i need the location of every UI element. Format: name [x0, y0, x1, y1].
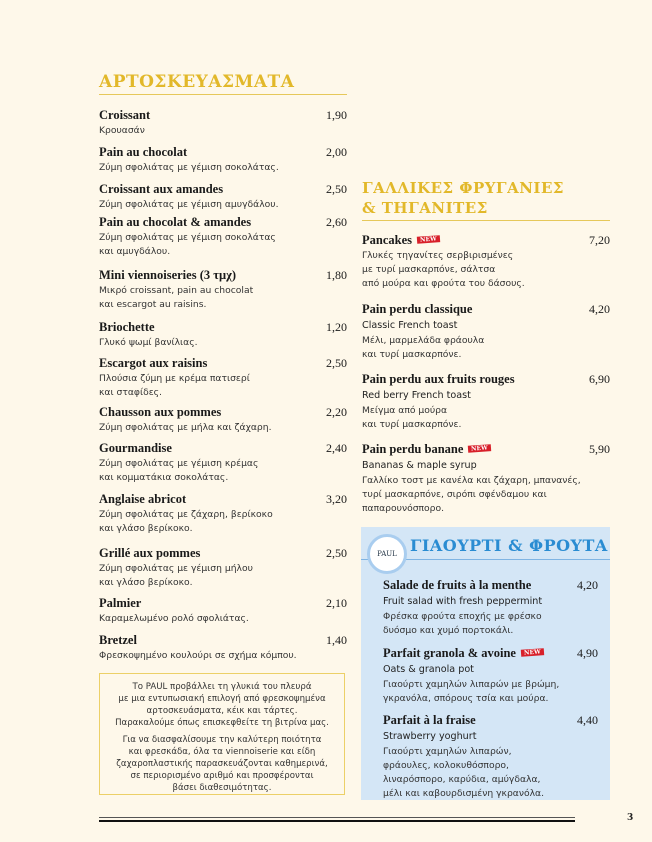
item-english-name: Classic French toast — [362, 320, 458, 331]
item-description: Ζύμη σφολιάτας με γέμιση σοκολάτας και αμυγδάλου. — [99, 232, 276, 257]
menu-item — [99, 629, 347, 663]
item-name: Pain au chocolat & amandes — [99, 215, 252, 229]
section-title-pastries: ΑΡΤΟΣΚΕΥΑΣΜΑΤΑ — [99, 72, 295, 92]
new-badge: NEW — [521, 648, 544, 657]
item-english-name: Strawberry yoghurt — [383, 731, 477, 742]
item-price: 2,60 — [326, 215, 347, 229]
item-price: 2,20 — [326, 405, 347, 419]
menu-item — [99, 316, 347, 350]
item-price: 5,90 — [589, 442, 610, 456]
item-name: Palmier — [99, 596, 142, 610]
item-description: Ζύμη σφολιάτας με ζάχαρη, βερίκοκο και γλάσο βερίκοκο. — [99, 509, 273, 534]
item-price: 4,20 — [577, 578, 598, 592]
item-price: 6,90 — [589, 372, 610, 386]
item-description: Ζύμη σφολιάτας με γέμιση αμυγδάλου. — [99, 199, 279, 210]
menu-item — [99, 437, 347, 485]
item-name: Pain perdu aux fruits rouges — [362, 372, 515, 386]
menu-item — [99, 592, 347, 626]
new-badge: NEW — [417, 235, 440, 244]
item-name: Pain perdu classique — [362, 302, 473, 316]
item-description: Μείγμα από μούρα και τυρί μασκαρπόνε. — [362, 405, 462, 430]
section-title-yoghurt: ΓΙΑΟΥΡΤΙ & ΦΡΟΥΤΑ — [410, 536, 608, 555]
item-price: 4,90 — [577, 646, 598, 660]
menu-item — [362, 298, 610, 362]
menu-item — [99, 178, 347, 212]
menu-item — [362, 368, 610, 432]
item-price: 7,20 — [589, 233, 610, 247]
item-description: Πλούσια ζύμη με κρέμα πατισερί και σταφίδες. — [99, 373, 250, 398]
item-description: Φρέσκα φρούτα εποχής με φρέσκο δυόσμο και χυμό πορτοκάλι. — [383, 611, 542, 636]
item-description: Φρεσκοψημένο κουλούρι σε σχήμα κόμπου. — [99, 650, 297, 661]
item-description: Μέλι, μαρμελάδα φράουλα και τυρί μασκαρπόνε. — [362, 335, 485, 360]
section-title-line-2: & ΤΗΓΑΝΙΤΕΣ — [362, 199, 488, 217]
item-name: Croissant aux amandes — [99, 182, 224, 196]
item-name: Pancakes — [362, 233, 412, 247]
menu-item — [383, 709, 598, 801]
item-name: Grillé aux pommes — [99, 546, 201, 560]
item-description: Γιαούρτι χαμηλών λιπαρών, φράουλες, κολοκυθόσπορο, λιναρόσπορο, καρύδια, αμύγδαλα, μέλι και καβουρδισμένη γκρανόλα. — [383, 746, 545, 799]
item-description: Μικρό croissant, pain au chocolat και escargot au raisins. — [99, 285, 254, 310]
menu-item — [99, 264, 347, 312]
item-name: Anglaise abricot — [99, 492, 187, 506]
menu-item — [99, 211, 347, 259]
menu-item — [99, 542, 347, 590]
item-name: Gourmandise — [99, 441, 172, 455]
item-price: 1,90 — [326, 108, 347, 122]
item-price: 3,20 — [326, 492, 347, 506]
item-description: Ζύμη σφολιάτας με γέμιση σοκολάτας. — [99, 162, 279, 173]
item-name: Mini viennoiseries (3 τμχ) — [99, 268, 237, 282]
item-price: 1,40 — [326, 633, 347, 647]
menu-item — [383, 642, 598, 706]
item-description: Γλυκές τηγανίτες σερβιρισμένες με τυρί μασκαρπόνε, σάλτσα από μούρα και φρούτα του δάσους. — [362, 250, 525, 289]
item-description: Ζύμη σφολιάτας με γέμιση μήλου και γλάσο βερίκοκο. — [99, 563, 253, 588]
item-description: Καραμελωμένο ρολό σφολιάτας. — [99, 613, 249, 624]
info-text-1: Το PAUL προβάλλει τη γλυκιά του πλευρά με μια εντυπωσιακή επιλογή από φρεσκοψημένα αρτοσκευάσματα, κέικ και τάρτες. Παρακαλούμε όπως επισκεφθείτε τη βιτρίνα μας. — [115, 682, 329, 728]
item-description: Γλυκό ψωμί βανίλιας. — [99, 337, 198, 348]
item-name: Pain au chocolat — [99, 145, 188, 159]
item-description: Γαλλίκο τοστ με κανέλα και ζάχαρη, μπανανές, τυρί μασκαρπόνε, σιρόπι σφένδαμου και παπαρουνόσπορο. — [362, 475, 581, 514]
item-name: Parfait à la fraise — [383, 713, 476, 727]
page-number: 3 — [627, 813, 634, 823]
info-box — [99, 673, 345, 795]
item-price: 2,00 — [326, 145, 347, 159]
footer-rule — [99, 817, 575, 822]
item-name: Bretzel — [99, 633, 137, 647]
menu-item — [99, 104, 347, 138]
menu-item — [99, 352, 347, 400]
item-description: Κρουασάν — [99, 125, 145, 136]
item-english-name: Bananas & maple syrup — [362, 460, 477, 471]
menu-item — [99, 141, 347, 175]
logo-text: PAUL — [377, 550, 397, 558]
item-english-name: Red berry French toast — [362, 390, 471, 401]
item-description: Ζύμη σφολιάτας με μήλα και ζάχαρη. — [99, 422, 272, 433]
paul-logo — [367, 534, 407, 574]
divider — [362, 220, 610, 221]
item-price: 4,20 — [589, 302, 610, 316]
section-title-french-toast — [362, 178, 564, 218]
item-description: Γιαούρτι χαμηλών λιπαρών με βρώμη, γκρανόλα, σπόρους τσία και μούρα. — [383, 679, 560, 704]
menu-item — [99, 401, 347, 435]
item-price: 1,20 — [326, 320, 347, 334]
item-price: 2,10 — [326, 596, 347, 610]
item-price: 1,80 — [326, 268, 347, 282]
menu-item — [383, 574, 598, 638]
item-price: 4,40 — [577, 713, 598, 727]
item-price: 2,50 — [326, 546, 347, 560]
menu-item — [362, 438, 610, 516]
info-text-2: Για να διασφαλίσουμε την καλύτερη ποιότητα και φρεσκάδα, όλα τα viennoiserie και είδη ζαχαροπλαστικής παρασκευάζονται καθημερινά, σε περιορισμένο αριθμό και προσφέρονται βάσει διαθεσιμότητας. — [116, 735, 328, 793]
item-english-name: Oats & granola pot — [383, 664, 474, 675]
item-name: Pain perdu banane — [362, 442, 464, 456]
item-name: Escargot aux raisins — [99, 356, 208, 370]
item-price: 2,40 — [326, 441, 347, 455]
divider — [99, 94, 347, 95]
new-badge: NEW — [468, 444, 491, 453]
item-name: Croissant — [99, 108, 151, 122]
item-description: Ζύμη σφολιάτας με γέμιση κρέμας και κομματάκια σοκολάτας. — [99, 458, 259, 483]
item-english-name: Fruit salad with fresh peppermint — [383, 596, 543, 607]
menu-item — [362, 229, 610, 291]
item-name: Salade de fruits à la menthe — [383, 578, 532, 592]
item-name: Parfait granola & avoine — [383, 646, 516, 660]
item-price: 2,50 — [326, 356, 347, 370]
item-price: 2,50 — [326, 182, 347, 196]
menu-item — [99, 488, 347, 536]
section-title-line-1: ΓΑΛΛΙΚΕΣ ΦΡΥΓΑΝΙΕΣ — [362, 179, 564, 197]
item-name: Chausson aux pommes — [99, 405, 222, 419]
item-name: Briochette — [99, 320, 155, 334]
